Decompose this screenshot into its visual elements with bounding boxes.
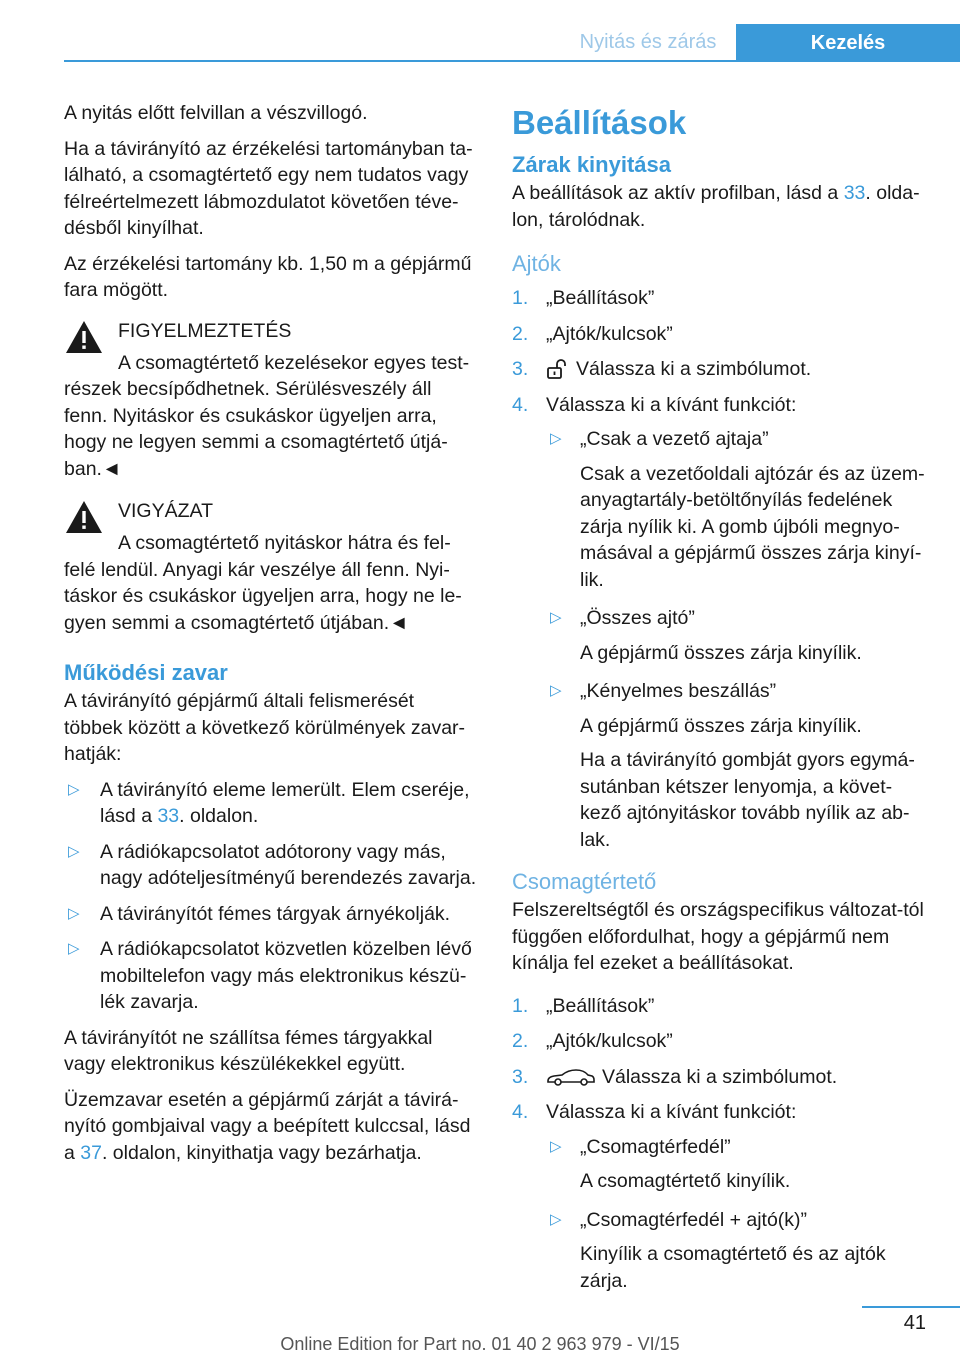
paragraph: Felszereltségtől és országspecifikus változat-tól függően előfordulhat, hogy a gépjármű nem kínálja fel ezeket a beállításokat. bbox=[512, 899, 924, 974]
page-link[interactable]: 33 bbox=[157, 805, 180, 827]
running-header-section: Nyitás és zárás bbox=[579, 31, 717, 53]
paragraph: A beállítások az aktív profilban, lásd a 33. olda-lon, tárolódnak. bbox=[512, 182, 920, 231]
chapter-heading-settings: Beállítások bbox=[512, 104, 687, 141]
page-link[interactable]: 37 bbox=[80, 1141, 102, 1164]
bullet-triangle-icon: ▷ bbox=[68, 780, 80, 798]
bullet-triangle-icon: ▷ bbox=[550, 430, 562, 447]
bullet-triangle-icon: ▷ bbox=[550, 1210, 562, 1228]
option-list bbox=[546, 1134, 926, 1295]
bullet-triangle-icon: ▷ bbox=[550, 682, 562, 699]
list-item: ▷ A távirányító eleme lemerült. Elem cseréje, lásd a 33. oldalon. bbox=[68, 778, 470, 827]
option-item: ▷ „Kényelmes beszállás” A gépjármű összes zárja kinyílik. Ha a távirányító gombját gyors egymá-sutánban kétszer lenyomja, a követ-kező ajtónyitáskor tovább nyílik az ab-lak. bbox=[550, 680, 915, 851]
running-header-chapter: Kezelés bbox=[736, 24, 960, 62]
bullet-triangle-icon: ▷ bbox=[550, 1137, 562, 1155]
paragraph: Üzemzavar esetén a gépjármű zárját a távirá-nyító gombjaival vagy a beépített kulccsal, lásd a 37. oldalon, kinyithatja vagy bezárhatja. bbox=[64, 1088, 471, 1164]
warning-triangle-icon bbox=[64, 498, 104, 536]
caution-label: VIGYÁZAT bbox=[118, 500, 213, 522]
left-column bbox=[64, 100, 478, 1175]
step: 2. „Ajtók/kulcsok” bbox=[512, 322, 673, 345]
step: 3. Válassza ki a szimbólumot. bbox=[512, 1065, 838, 1088]
section-heading-malfunction: Működési zavar bbox=[64, 660, 228, 685]
option-item: ▷ „Csomagtérfedél” A csomagtértető kinyílik. bbox=[550, 1135, 791, 1192]
option-item: ▷ „Csak a vezető ajtaja” Csak a vezetőoldali ajtózár és az üzem-anyagtartály-betöltőnyílás fedelének zárja nyílik ki. A gomb újbóli megnyo-másával a gépjármű összes zárja kinyí-lik. bbox=[550, 428, 925, 591]
step: 1. „Beállítások” bbox=[512, 287, 655, 309]
unlock-icon bbox=[546, 359, 570, 379]
step: 3. Válassza ki a szimbólumot. bbox=[512, 358, 812, 380]
bullet-triangle-icon: ▷ bbox=[68, 940, 80, 957]
numbered-list-trunk bbox=[512, 993, 926, 1295]
section-heading-unlock: Zárak kinyitása bbox=[512, 152, 671, 177]
option-item: ▷ „Összes ajtó” A gépjármű összes zárja kinyílik. bbox=[550, 607, 862, 664]
list-item: ▷ A rádiókapcsolatot közvetlen közelben lévő mobiltelefon vagy más elektronikus készü-lék zavarja. bbox=[68, 938, 472, 1013]
paragraph: Ha a távirányító az érzékelési tartományban ta-lálható, a csomagtértető egy nem tudatos vagy félreértelmezett lábmozdulatot követően téve-désből kinyílhat. bbox=[64, 137, 473, 239]
step: 4. Válassza ki a kívánt funkciót: ▷ „Csak a vezető ajtaja” Csak a vezetőoldali ajtózár és az üzem-anyagtartály-betöltőnyílás fedelének zárja nyílik ki. A gomb újbóli megnyo-másával a gépjármű összes zárja kinyí-lik. ▷ „Összes ajtó” A gépjármű összes zárja kinyílik. ▷ „Kényelmes beszállás” A gépjármű összes zárja kinyílik. Ha a távirányító gombját gyors egymá-sutánban kétszer lenyomja, a követ-kező ajtónyitáskor tovább nyílik az ab-lak. bbox=[512, 392, 926, 854]
footer-rule bbox=[862, 1306, 960, 1308]
paragraph: A távirányító gépjármű általi felismerését többek között a következő körülmények zavar-hatják: bbox=[64, 690, 466, 765]
page-link[interactable]: 33 bbox=[843, 182, 866, 204]
bullet-triangle-icon: ▷ bbox=[68, 842, 80, 860]
warning-triangle-icon bbox=[64, 318, 104, 356]
subheading-trunk: Csomagtértető bbox=[512, 869, 657, 894]
paragraph: A távirányítót ne szállítsa fémes tárgyakkal vagy elektronikus készülékekkel együtt. bbox=[64, 1026, 433, 1075]
edition-note: Online Edition for Part no. 01 40 2 963 979 - VI/15 bbox=[280, 1334, 680, 1354]
bullet-triangle-icon: ▷ bbox=[550, 609, 562, 626]
caution-text: A csomagtértető nyitáskor hátra és fel-felé lendül. Anyagi kár veszélye áll fenn. Nyi-táskor és csukáskor ügyeljen arra, hogy ne le-gyen semmi a csomagtértető útjában.◄ bbox=[64, 532, 462, 634]
option-item: ▷ „Csomagtérfedél + ajtó(k)” Kinyílik a csomagtértető és az ajtók zárja. bbox=[550, 1208, 886, 1292]
step: 2. „Ajtók/kulcsok” bbox=[512, 1030, 673, 1052]
subheading-doors: Ajtók bbox=[512, 251, 561, 276]
warning-label: FIGYELMEZTETÉS bbox=[118, 319, 292, 342]
bullet-list bbox=[64, 777, 478, 1016]
car-outline-icon bbox=[546, 1067, 596, 1087]
page-number: 41 bbox=[903, 1312, 926, 1334]
bullet-triangle-icon: ▷ bbox=[68, 904, 80, 922]
numbered-list-doors bbox=[512, 285, 926, 853]
list-item: ▷ A rádiókapcsolatot adótorony vagy más, nagy adóteljesítményű berendezés zavarja. bbox=[68, 840, 477, 889]
step: 1. „Beállítások” bbox=[512, 994, 655, 1017]
list-item: ▷ A távirányítót fémes tárgyak árnyékolják. bbox=[64, 901, 478, 928]
right-column bbox=[512, 100, 926, 1306]
warning-box bbox=[64, 318, 478, 483]
option-list bbox=[546, 426, 926, 853]
step: 4. Válassza ki a kívánt funkciót: ▷ „Csomagtérfedél” A csomagtértető kinyílik. ▷ „Csomagtérfedél + ajtó(k)” Kinyílik a csomagtértető és az ajtók zárja. bbox=[512, 1099, 926, 1294]
paragraph: A nyitás előtt felvillan a vészvillogó. bbox=[64, 102, 368, 124]
warning-text: A csomagtértető kezelésekor egyes test-részek becsípődhetnek. Sérülésveszély áll fenn. Nyitáskor és csukáskor ügyeljen arra, hogy ne legyen semmi a csomagtértető útjá-ban.◄ bbox=[64, 351, 470, 480]
caution-box bbox=[64, 498, 478, 636]
paragraph: Az érzékelési tartomány kb. 1,50 m a gépjármű fara mögött. bbox=[64, 252, 472, 301]
header-rule bbox=[64, 60, 960, 62]
